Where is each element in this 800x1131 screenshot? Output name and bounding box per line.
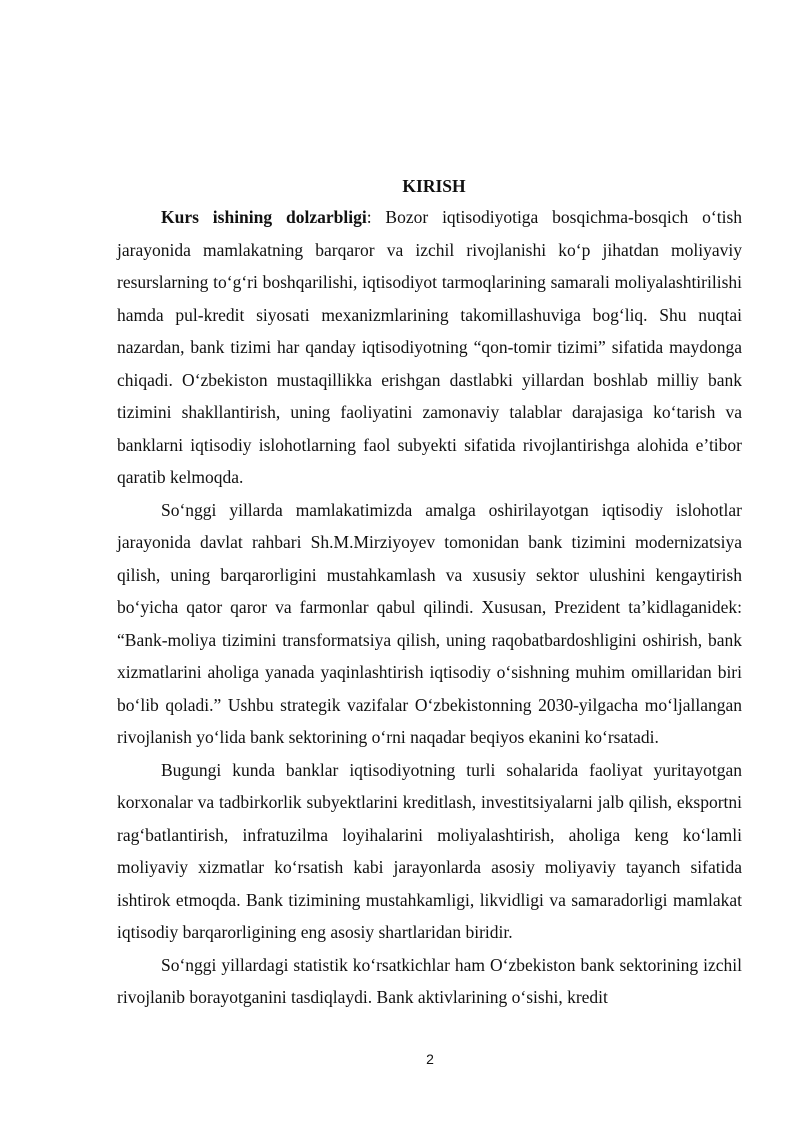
document-body xyxy=(117,201,742,1014)
paragraph-relevance xyxy=(117,201,742,494)
paragraph-banks-role: Bugungi kunda banklar iqtisodiyotning turli sohalarida faoliyat yuritayotgan korxonalar va tadbirkorlik subyektlarini kreditlash, investitsiyalarni jalb qilish, eksportni rag‘batlantirish, infratuzilma loyihalarini moliyalashtirish, aholiga keng ko‘lamli moliyaviy xizmatlar ko‘rsatish kabi jarayonlarda asosiy moliyaviy tayanch sifatida ishtirok etmoqda. Bank tizimining mustahkamligi, likvidligi va samaradorligi mamlakat iqtisodiy barqarorligining eng asosiy shartlaridan biridir. xyxy=(117,759,742,942)
paragraph-statistics: So‘nggi yillardagi statistik ko‘rsatkichlar ham O‘zbekiston bank sektorining izchil rivojlanib borayotganini tasdiqlaydi. Bank aktivlarining o‘sishi, kredit xyxy=(117,954,742,1007)
page-number: 2 xyxy=(426,1051,434,1067)
paragraph-reforms: So‘nggi yillarda mamlakatimizda amalga oshirilayotgan iqtisodiy islohotlar jarayonida davlat rahbari Sh.M.Mirziyoyev tomonidan bank tizimini modernizatsiya qilish, uning barqarorligini mustahkamlash va xususiy sektor ulushini kengaytirish bo‘yicha qator qaror va farmonlar qabul qilindi. Xususan, Prezident ta’kidlaganidek: “Bank-moliya tizimini transformatsiya qilish, uning raqobatbardoshligini oshirish, bank xizmatlarini aholiga yanada yaqinlashtirish iqtisodiy o‘sishning muhim omillaridan biri bo‘lib qoladi.” Ushbu strategik vazifalar O‘zbekistonning 2030-yilgacha mo‘ljallangan rivojlanish yo‘lida bank sektorining o‘rni naqadar beqiyos ekanini ko‘rsatadi. xyxy=(117,499,742,747)
section-title: KIRISH xyxy=(402,176,466,196)
paragraph-text: : Bozor iqtisodiyotiga bosqichma-bosqich o‘tish jarayonida mamlakatning barqaror va izchil rivojlanishi ko‘p jihatdan moliyaviy resurslarning to‘g‘ri boshqarilishi, iqtisodiyot tarmoqlarining samarali moliyalashtirilishi hamda pul-kredit siyosati mexanizmlarining takomillashuviga bog‘liq. Shu nuqtai nazardan, bank tizimi har qanday iqtisodiyotning “qon-tomir tizimi” sifatida maydonga chiqadi. O‘zbekiston mustaqillikka erishgan dastlabki yillardan boshlab milliy bank tizimini shakllantirish, uning faoliyatini zamonaviy talablar darajasiga ko‘tarish va banklarni iqtisodiy islohotlarning faol subyekti sifatida rivojlantirishga alohida e’tibor qaratib kelmoqda. xyxy=(117,207,742,487)
paragraph-lead: Kurs ishining dolzarbligi xyxy=(161,207,367,227)
